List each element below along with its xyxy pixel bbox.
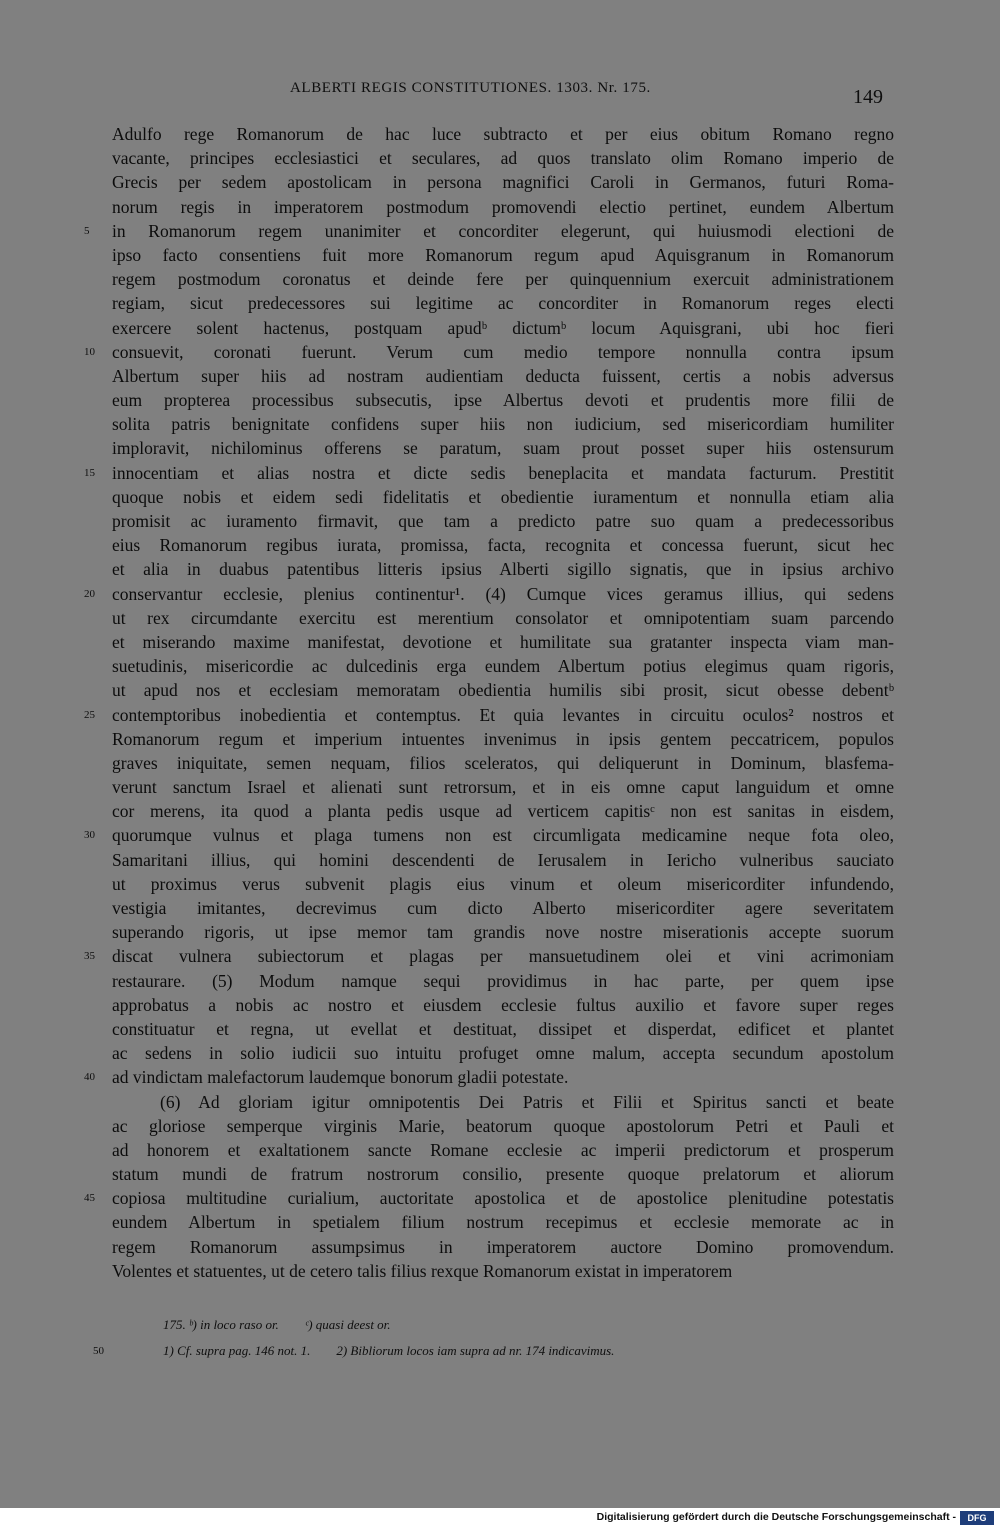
funding-footer — [0, 1508, 1000, 1528]
line-text: regem postmodum coronatus et deinde fere per quinquennium exercuit administrationem — [112, 269, 894, 290]
text-line — [0, 727, 1000, 751]
line-text: regiam, sicut predecessores sui legitime ac concorditer in Romanorum reges electi — [112, 293, 894, 314]
text-line — [0, 509, 1000, 533]
text-line — [0, 751, 1000, 775]
line-text: discat vulnera subiectorum et plagas per mansuetudinem olei et vini acrimoniam — [112, 946, 894, 967]
text-line — [0, 388, 1000, 412]
footnotes — [0, 1312, 1000, 1364]
line-number: 30 — [84, 829, 95, 842]
line-text: ut proximus verus subvenit plagis eius vinum et oleum misericorditer infundendo, — [112, 873, 894, 894]
text-line — [0, 1162, 1000, 1186]
line-number: 50 — [93, 1345, 104, 1357]
line-text: conservantur ecclesie, plenius continentur¹. (4) Cumque vices geramus illius, qui sedens — [112, 583, 894, 604]
text-line — [0, 654, 1000, 678]
line-number: 20 — [84, 587, 95, 600]
line-text: exercere solent hactenus, postquam apudᵇ dictumᵇ locum Aquisgrani, ubi hoc fieri — [112, 317, 894, 338]
text-line — [0, 1259, 1000, 1283]
line-text: quoque nobis et eidem sedi fidelitatis et obedientie iuramentum et nonnulla etiam alia — [112, 486, 894, 507]
line-number: 35 — [84, 950, 95, 963]
text-line — [0, 533, 1000, 557]
text-line — [0, 557, 1000, 581]
line-text: Grecis per sedem apostolicam in persona magnifici Caroli in Germanos, futuri Roma- — [112, 172, 894, 193]
line-text: eius Romanorum regibus iurata, promissa, facta, recognita et concessa fuerunt, sicut hec — [112, 535, 894, 556]
text-line — [0, 872, 1000, 896]
line-text: restaurare. (5) Modum namque sequi providimus in hac parte, per quem ipse — [112, 970, 894, 991]
text-line — [0, 920, 1000, 944]
text-line — [0, 703, 1000, 727]
line-text: solita patris benignitate confidens super hiis non iudicium, sed misericordiam humiliter — [112, 414, 894, 435]
text-line — [0, 340, 1000, 364]
main-text — [0, 122, 1000, 1283]
line-text: ipso facto consentiens fuit more Romanorum regum apud Aquisgranum in Romanorum — [112, 244, 894, 265]
text-line — [0, 1114, 1000, 1138]
footnote-line — [0, 1312, 1000, 1338]
line-text: verunt sanctum Israel et alienati sunt retrorsum, et in eis omne caput languidum et omne — [112, 777, 894, 798]
text-line — [0, 1138, 1000, 1162]
line-text: Volentes et statuentes, ut de cetero talis filius rexque Romanorum existat in imperatorem — [112, 1260, 733, 1281]
text-line — [0, 364, 1000, 388]
text-line — [0, 823, 1000, 847]
running-header: ALBERTI REGIS CONSTITUTIONES. 1303. Nr. 175. — [290, 80, 651, 96]
line-text: vacante, principes ecclesiastici et seculares, ad quos translato olim Romano imperio de — [112, 148, 894, 169]
line-text: Adulfo rege Romanorum de hac luce subtracto et per eius obitum Romano regno — [112, 124, 894, 144]
text-line — [0, 1065, 1000, 1089]
line-text: eundem Albertum in spetialem filium nostrum recepimus et ecclesie memorate ac in — [112, 1212, 894, 1233]
line-text: suetudinis, misericordie ac dulcedinis erga eundem Albertum potius elegimus quam rigoris, — [112, 656, 894, 677]
text-line — [0, 944, 1000, 968]
line-text: in Romanorum regem unanimiter et concorditer elegerunt, qui huiusmodi electioni de — [112, 220, 894, 241]
line-text: imploravit, nichilominus offerens se paratum, suam prout posset super hiis ostensurum — [112, 438, 894, 459]
line-text: ac gloriose semperque virginis Marie, beatorum quoque apostolorum Petri et Pauli et — [112, 1115, 894, 1136]
line-text: promisit ac iuramento firmavit, que tam a predicto patre suo quam a predecessoribus — [112, 511, 894, 531]
line-text: et alia in duabus patentibus litteris ipsius Alberti sigillo signatis, que in ipsius archivo — [112, 559, 894, 580]
line-text: constituatur et regna, ut evellat et destituat, dissipet et disperdat, edificet et plantet — [112, 1018, 894, 1039]
line-text: (6) Ad gloriam igitur omnipotentis Dei Patris et Filii et Spiritus sancti et beate — [160, 1091, 894, 1112]
line-number: 25 — [84, 708, 95, 721]
text-line — [0, 170, 1000, 194]
line-text: quorumque vulnus et plaga tumens non est circumligata medicamine neque fota oleo, — [112, 825, 894, 846]
line-text: Romanorum regum et imperium intuentes invenimus in ipsis gentem peccatricem, populos — [112, 728, 894, 749]
line-text: graves iniquitate, semen nequam, filios sceleratos, qui deliquerunt in Dominum, blasfema- — [112, 752, 894, 773]
text-line — [0, 1235, 1000, 1259]
text-line — [0, 243, 1000, 267]
line-text: consuevit, coronati fuerunt. Verum cum medio tempore nonnulla contra ipsum — [112, 341, 894, 362]
text-line — [0, 195, 1000, 219]
text-line — [0, 678, 1000, 702]
line-number: 5 — [84, 224, 90, 237]
text-line — [0, 775, 1000, 799]
line-text: cor merens, ita quod a planta pedis usque ad verticem capitisᶜ non est sanitas in eisdem, — [112, 801, 894, 822]
text-line — [0, 122, 1000, 146]
line-text: ad honorem et exaltationem sancte Romane ecclesie ac imperii predictorum et prosperum — [112, 1139, 894, 1160]
line-text: contemptoribus inobedientia et contemptus. Et quia levantes in circuitu oculos² nostros et — [112, 704, 894, 725]
line-text: vestigia imitantes, decrevimus cum dicto Alberto misericorditer agere severitatem — [112, 898, 894, 918]
text-line — [0, 993, 1000, 1017]
line-number: 40 — [84, 1071, 95, 1084]
line-text: ad vindictam malefactorum laudemque bonorum gladii potestate. — [112, 1067, 569, 1088]
footnote-text: 1) Cf. supra pag. 146 not. 1. 2) Bibliorum locos iam supra ad nr. 174 indicavimus. — [163, 1343, 615, 1358]
page-number: 149 — [853, 86, 883, 108]
text-line — [0, 1210, 1000, 1234]
text-line — [0, 969, 1000, 993]
line-text: innocentiam et alias nostra et dicte sedis beneplacita et mandata facturum. Prestitit — [112, 462, 894, 483]
text-line — [0, 848, 1000, 872]
text-line — [0, 436, 1000, 460]
text-line — [0, 146, 1000, 170]
text-line — [0, 461, 1000, 485]
text-line — [0, 412, 1000, 436]
text-line — [0, 267, 1000, 291]
dfg-logo: DFG — [960, 1511, 994, 1525]
text-line — [0, 316, 1000, 340]
text-line — [0, 291, 1000, 315]
text-line — [0, 630, 1000, 654]
text-line — [0, 485, 1000, 509]
text-line — [0, 896, 1000, 920]
text-line — [0, 799, 1000, 823]
line-text: ut apud nos et ecclesiam memoratam obedientia humilis sibi prosit, sicut obesse debentᵇ — [112, 680, 894, 701]
line-text: ut rex circumdante exercitu est merentium consolator et omnipotentiam suam parcendo — [112, 607, 894, 628]
text-line — [0, 1186, 1000, 1210]
line-text: eum propterea processibus subsecutis, ipse Albertus devoti et prudentis more filii de — [112, 390, 894, 411]
line-text: regem Romanorum assumpsimus in imperatorem auctore Domino promovendum. — [112, 1236, 894, 1257]
line-text: superando rigoris, ut ipse memor tam grandis nove nostre miserationis accepte suorum — [112, 922, 894, 943]
line-text: Samaritani illius, qui homini descendenti de Ierusalem in Iericho vulneribus sauciato — [112, 849, 894, 870]
line-text: et miserando maxime manifestat, devotione et humilitate sua gratanter inspecta viam man- — [112, 631, 894, 652]
line-text: Albertum super hiis ad nostram audientiam deducta fuissent, certis a nobis adversus — [112, 365, 894, 386]
line-text: approbatus a nobis ac nostro et eiusdem ecclesie fultus auxilio et favore super reges — [112, 994, 894, 1015]
line-text: norum regis in imperatorem postmodum promovendi electio pertinet, eundem Albertum — [112, 196, 894, 217]
text-line — [0, 582, 1000, 606]
line-text: ac sedens in solio iudicii suo intuitu profuget omne malum, accepta secundum apostolum — [112, 1043, 894, 1064]
funding-text: Digitalisierung gefördert durch die Deutsche Forschungsgemeinschaft - — [596, 1511, 956, 1523]
line-number: 45 — [84, 1192, 95, 1205]
text-line — [0, 1090, 1000, 1114]
footnote-text: 175. ᵇ) in loco raso or. ᶜ) quasi deest or. — [163, 1317, 391, 1332]
line-number: 15 — [84, 466, 95, 479]
line-number: 10 — [84, 345, 95, 358]
line-text: copiosa multitudine curialium, auctoritate apostolica et de apostolice plenitudine potestatis — [112, 1188, 894, 1209]
text-line — [0, 1017, 1000, 1041]
line-text: statum mundi de fratrum nostrorum consilio, presente quoque prelatorum et aliorum — [112, 1164, 894, 1185]
text-line — [0, 219, 1000, 243]
text-line — [0, 1041, 1000, 1065]
text-line — [0, 606, 1000, 630]
footnote-line — [0, 1338, 1000, 1364]
